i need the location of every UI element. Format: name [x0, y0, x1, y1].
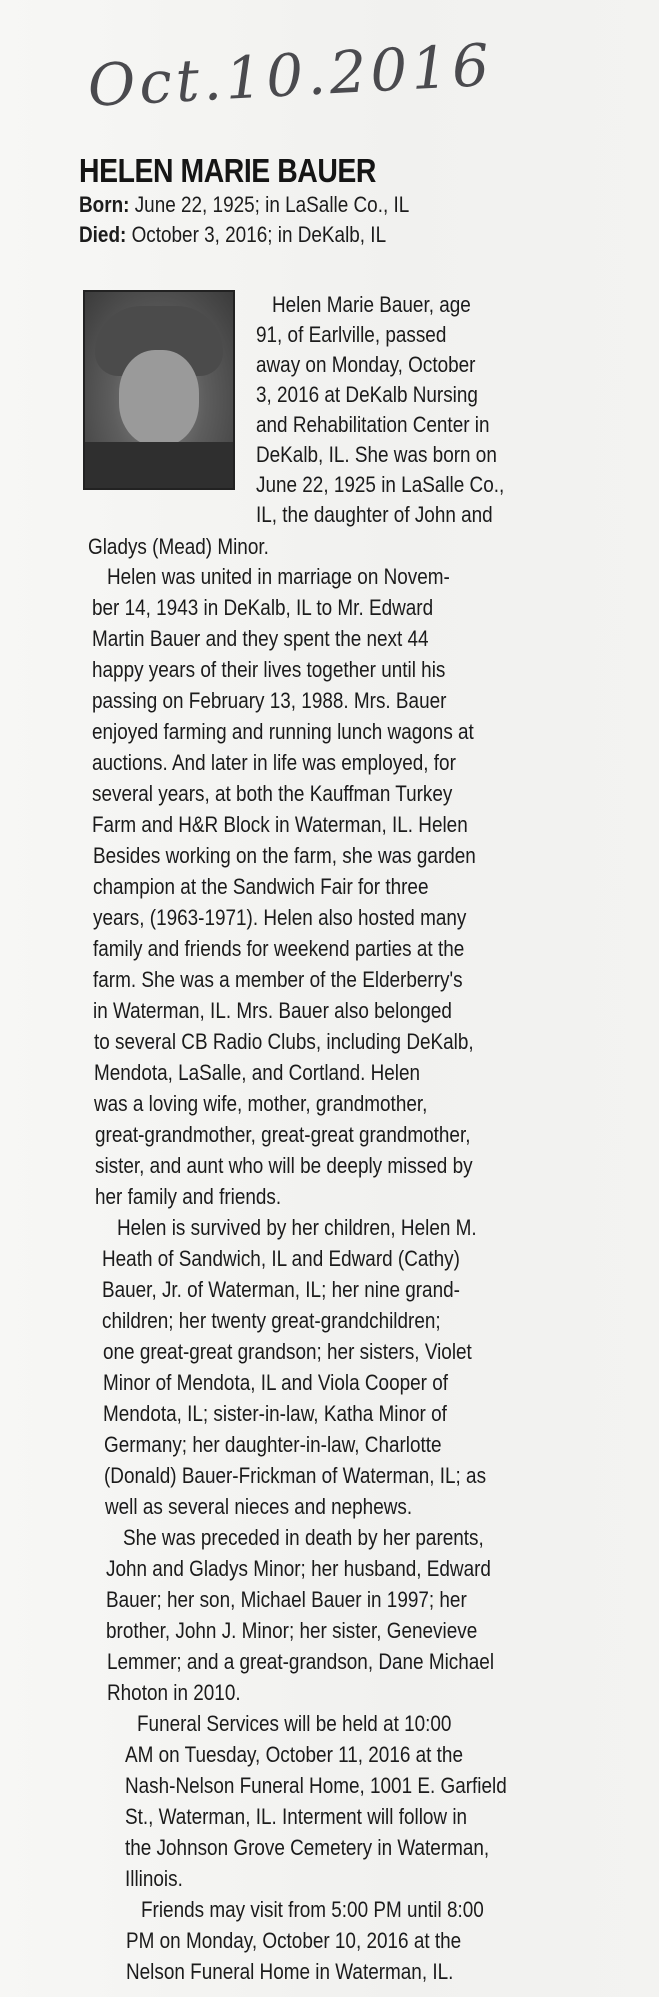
died-line	[79, 222, 386, 248]
obituary-text-line: Rhoton in 2010.	[107, 1680, 241, 1705]
obituary-text-line: Bauer, Jr. of Waterman, IL; her nine grand-	[102, 1277, 460, 1302]
obituary-text-line: St., Waterman, IL. Interment will follow in	[125, 1804, 468, 1829]
obituary-text-line: happy years of their lives together until his	[92, 657, 446, 682]
born-value: June 22, 1925; in LaSalle Co., IL	[134, 192, 410, 217]
obituary-text-line: Martin Bauer and they spent the next 44	[92, 626, 429, 651]
obituary-text-line: Friends may visit from 5:00 PM until 8:00	[141, 1897, 484, 1922]
obituary-text-line: away on Monday, October	[256, 352, 476, 377]
obituary-text-line: sister, and aunt who will be deeply missed by	[95, 1153, 473, 1178]
obituary-text-line: passing on February 13, 1988. Mrs. Bauer	[92, 688, 447, 713]
obituary-text-line: family and friends for weekend parties at the	[93, 936, 465, 961]
obituary-text-line: Funeral Services will be held at 10:00	[137, 1711, 452, 1736]
handwritten-date: Oct.10.2016	[86, 30, 495, 120]
died-value: October 3, 2016; in DeKalb, IL	[131, 222, 387, 247]
obituary-text-line: Mendota, IL; sister-in-law, Katha Minor of	[103, 1401, 447, 1426]
obituary-headline: HELEN MARIE BAUER	[79, 152, 377, 189]
born-label: Born:	[79, 192, 130, 217]
obituary-text-line: champion at the Sandwich Fair for three	[93, 874, 429, 899]
obituary-text-line: Helen Marie Bauer, age	[272, 292, 471, 317]
obituary-text-line: and Rehabilitation Center in	[256, 412, 490, 437]
obituary-text-line: Germany; her daughter-in-law, Charlotte	[104, 1432, 442, 1457]
obituary-text-line: Helen is survived by her children, Helen M.	[117, 1215, 477, 1240]
obituary-text-line: AM on Tuesday, October 11, 2016 at the	[125, 1742, 463, 1767]
obituary-text-line: Mendota, LaSalle, and Cortland. Helen	[94, 1060, 421, 1085]
obituary-text-line: brother, John J. Minor; her sister, Genevieve	[106, 1618, 478, 1643]
portrait-photo	[83, 290, 235, 490]
portrait-face-shape	[119, 350, 199, 446]
obituary-text-line: (Donald) Bauer-Frickman of Waterman, IL; as	[104, 1463, 487, 1488]
obituary-text-line: in Waterman, IL. Mrs. Bauer also belonged	[93, 998, 452, 1023]
obituary-text-line: Illinois.	[125, 1866, 183, 1891]
died-label: Died:	[79, 222, 127, 247]
obituary-text-line: great-grandmother, great-great grandmother,	[95, 1122, 471, 1147]
obituary-text-line: was a loving wife, mother, grandmother,	[94, 1091, 428, 1116]
obituary-text-line: June 22, 1925 in LaSalle Co.,	[256, 472, 505, 497]
obituary-text-line: John and Gladys Minor; her husband, Edward	[106, 1556, 491, 1581]
obituary-text-line: Nash-Nelson Funeral Home, 1001 E. Garfield	[125, 1773, 507, 1798]
obituary-text-line: ber 14, 1943 in DeKalb, IL to Mr. Edward	[92, 595, 434, 620]
obituary-text-line: enjoyed farming and running lunch wagons at	[92, 719, 474, 744]
obituary-text-line: Minor of Mendota, IL and Viola Cooper of	[103, 1370, 448, 1395]
obituary-text-line: her family and friends.	[95, 1184, 282, 1209]
born-line	[79, 192, 409, 218]
obituary-text-line: well as several nieces and nephews.	[105, 1494, 413, 1519]
portrait-collar-shape	[85, 442, 233, 488]
obituary-text-line: farm. She was a member of the Elderberry's	[93, 967, 463, 992]
obituary-text-line: Lemmer; and a great-grandson, Dane Michael	[107, 1649, 495, 1674]
obituary-text-line: Besides working on the farm, she was garden	[93, 843, 476, 868]
obituary-text-line: children; her twenty great-grandchildren;	[102, 1308, 441, 1333]
obituary-text-line: PM on Monday, October 10, 2016 at the	[126, 1928, 462, 1953]
obituary-text-line: 3, 2016 at DeKalb Nursing	[256, 382, 478, 407]
obituary-text-line: She was preceded in death by her parents,	[123, 1525, 484, 1550]
obituary-text-line: to several CB Radio Clubs, including DeKalb,	[94, 1029, 474, 1054]
obituary-text-line: auctions. And later in life was employed, for	[92, 750, 456, 775]
obituary-text-line: the Johnson Grove Cemetery in Waterman,	[125, 1835, 490, 1860]
obituary-text-line: 91, of Earlville, passed	[256, 322, 447, 347]
obituary-text-line: years, (1963-1971). Helen also hosted many	[93, 905, 467, 930]
obituary-text-line: Nelson Funeral Home in Waterman, IL.	[126, 1959, 454, 1984]
obituary-text-line: several years, at both the Kauffman Turkey	[92, 781, 453, 806]
obituary-text-line: IL, the daughter of John and	[256, 502, 493, 527]
obituary-text-line: one great-great grandson; her sisters, Violet	[103, 1339, 472, 1364]
obituary-text-line: Helen was united in marriage on Novem-	[107, 564, 450, 589]
obituary-text-line: Gladys (Mead) Minor.	[88, 534, 269, 559]
obituary-text-line: Heath of Sandwich, IL and Edward (Cathy)	[102, 1246, 460, 1271]
obituary-text-line: DeKalb, IL. She was born on	[256, 442, 497, 467]
obituary-text-line: Farm and H&R Block in Waterman, IL. Helen	[92, 812, 468, 837]
obituary-text-line: Bauer; her son, Michael Bauer in 1997; her	[106, 1587, 467, 1612]
